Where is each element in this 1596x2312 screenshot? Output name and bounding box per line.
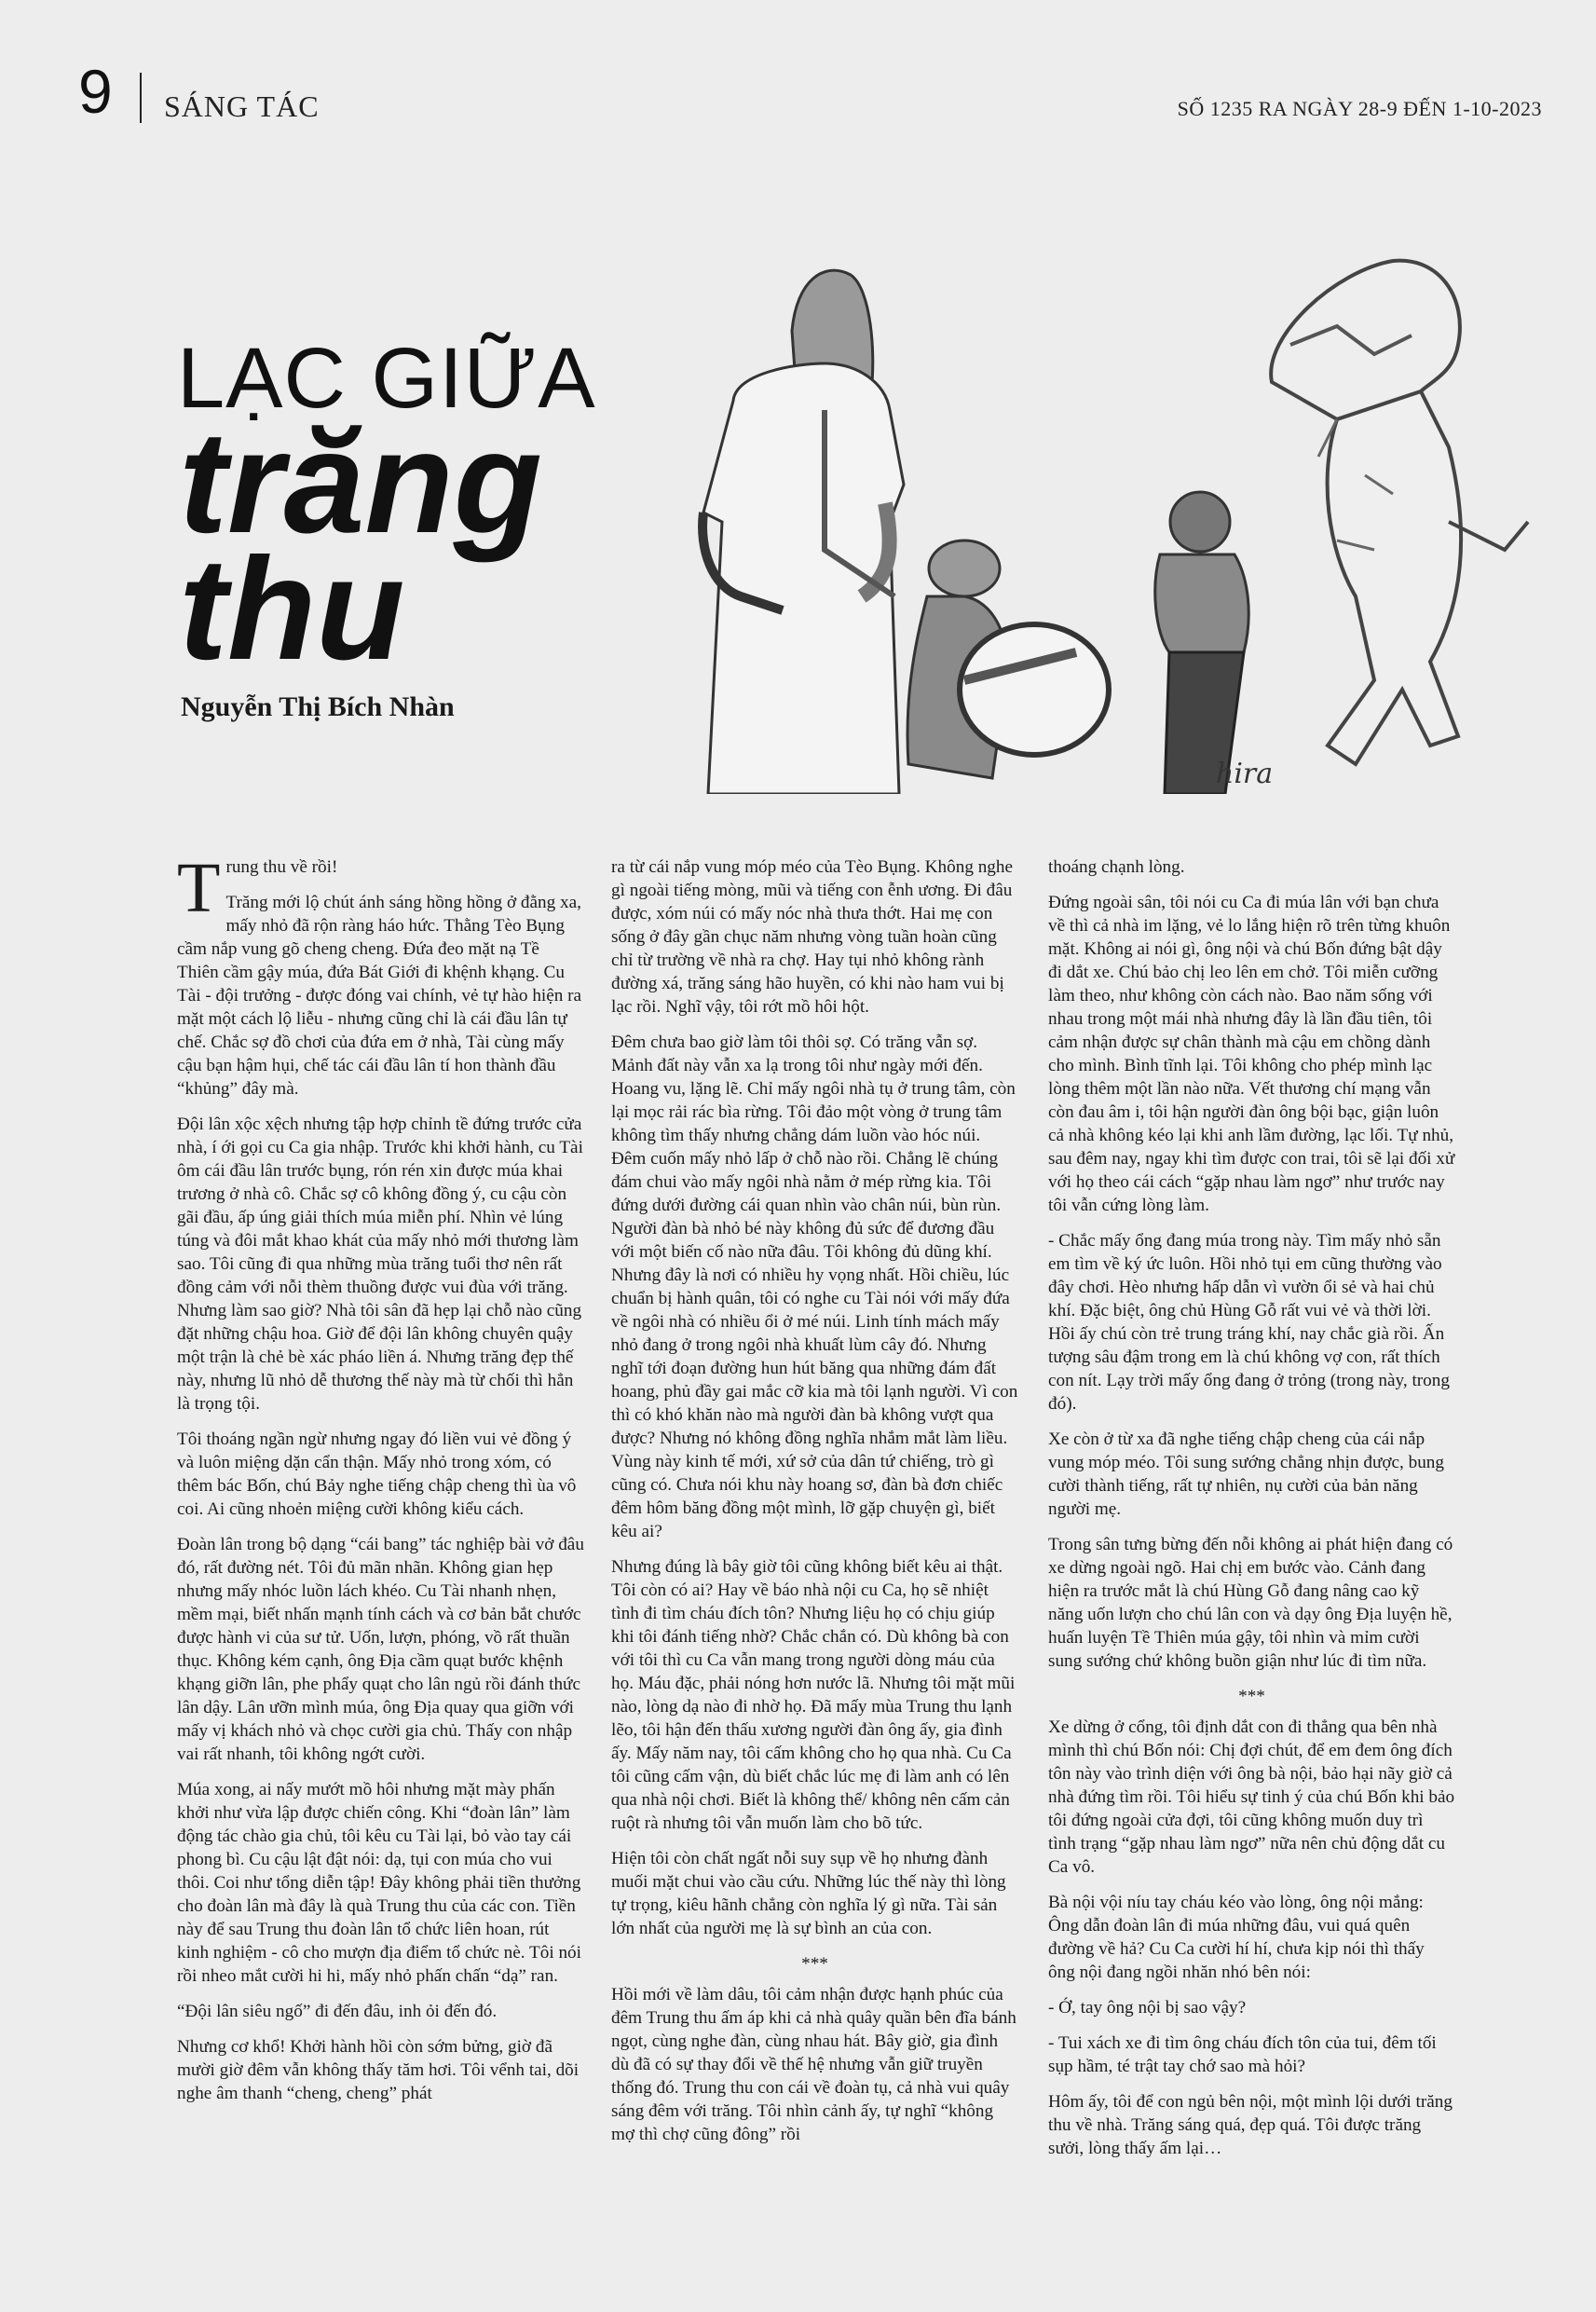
section-separator: ***	[1238, 1687, 1265, 1706]
paragraph: Trong sân tưng bừng đến nỗi không ai phát hiện đang có xe dừng ngoài ngõ. Hai chị em bước vào. Cảnh đang hiện ra trước mắt là chú Hùng Gỗ đang nâng cao kỹ năng uốn lượn cho chú lân con và dạy ông Địa luyện hề, huấn luyện Tề Thiên múa gậy, tôi nhìn và mỉm cười sung sướng chứ không buồn giận như lúc đi tìm nữa.	[1048, 1535, 1453, 1671]
illustration	[685, 242, 1547, 794]
paragraph: Trăng mới lộ chút ánh sáng hồng hồng ở đằng xa, mấy nhỏ đã rộn ràng háo hức. Thằng Tèo Bụng cầm nắp vung gõ cheng cheng. Đứa đeo mặt nạ Tề Thiên cầm gậy múa, đứa Bát Giới đi khệnh khạng. Cu Tài - đội trưởng - được đóng vai chính, vẻ tự hào hiện ra mặt một cách lộ liễu - nhưng cũng chỉ là cái đầu lân tự chế. Chắc sợ đồ chơi của đứa em ở nhà, Tài cùng mấy cậu bạn hậm hụi, chế tác cái đầu lân tí hon thành đầu “khủng” đây mà.	[177, 893, 582, 1099]
paragraph: Múa xong, ai nấy mướt mồ hôi nhưng mặt mày phấn khởi như vừa lập được chiến công. Khi “đoàn lân” làm động tác chào gia chủ, tôi kêu cu Tài lại, bỏ vào tay cái phong bì. Cu cậu lật đật nói: dạ, tụi con múa cho vui thôi. Coi như tổng diễn tập! Đây không phải tiền thưởng cho đoàn lân mà đây là quà Trung thu của các con. Tiền này để sau Trung thu đoàn lân tổ chức liên hoan, rút kinh nghiệm - cô cho mượn địa điểm tổ chức nè. Tôi nói rồi nheo mắt cười hi hi, mấy nhỏ phấn chấn “dạ” ran.	[177, 1780, 581, 1986]
paragraph: Xe dừng ở cổng, tôi định dắt con đi thẳng qua bên nhà mình thì chú Bốn nói: Chị đợi chút, để em đem ông đích tôn này vào trình diện với ông bà nội, bảo hại nãy giờ cả nhà đứng tìm rồi. Tôi hiểu sự tinh ý của chú Bốn khi bảo tôi đứng ngoài cửa đợi, tôi cũng không muốn duy trì tình trạng “gặp nhau làm ngơ” nữa nên chủ động dắt cu Ca vô.	[1048, 1717, 1455, 1877]
paragraph: Hôm ấy, tôi để con ngủ bên nội, một mình lội dưới trăng thu về nhà. Trăng sáng quá, đẹp quá. Tôi được trăng sưởi, lòng thấy ấm lại…	[1048, 2092, 1453, 2158]
paragraph: Đêm chưa bao giờ làm tôi thôi sợ. Có trăng vẫn sợ. Mảnh đất này vẫn xa lạ trong tôi như ngày mới đến. Hoang vu, lặng lẽ. Chỉ mấy ngôi nhà tụ ở trung tâm, còn lại mọc rải rác bìa rừng. Tôi đảo một vòng ở trung tâm không tìm thấy nhưng chẳng dám luồn vào hóc núi. Đêm cuốn mấy nhỏ lấp ở chỗ nào rồi. Chẳng lẽ chúng đám chui vào mấy ngôi nhà nằm ở mép rừng kia. Tôi đứng dưới đường cái quan nhìn vào chân núi, bùn rùn. Người đàn bà nhỏ bé này không đủ sức để đương đầu với một biến cố nào nữa đâu. Tôi không đủ dũng khí. Nhưng đây là nơi có nhiều hy vọng nhất. Hồi chiều, lúc chuẩn bị hành quân, tôi có nghe cu Tài nói với mấy đứa về ngôi nhà có nhiều ổi ở mé núi. Linh tính mách mấy nhỏ đang ở trong ngôi nhà khuất lùm cây đó. Nhưng nghĩ tới đoạn đường hun hút băng qua những đám đất hoang, phủ đầy gai mắc cỡ kia mà tôi lạnh người. Vì con thì có khó khăn nào mà người đàn bà không vượt qua được? Nhưng nó không đồng nghĩa nhắm mắt làm liều. Vùng này kinh tế mới, xứ sở của dân tứ chiếng, trò gì cũng có. Chưa nói khu này hoang sơ, đàn bà đơn chiếc đêm hôm băng đồng một mình, lỡ gặp chuyện gì, biết kêu ai?	[611, 1033, 1018, 1541]
paragraph: “Đội lân siêu ngố” đi đến đâu, inh ỏi đến đó.	[177, 2002, 498, 2021]
drop-cap: T	[177, 849, 221, 927]
paragraph: - Chắc mấy ổng đang múa trong này. Tìm mấy nhỏ sẵn em tìm về ký ức luôn. Hồi nhỏ tụi em cũng thường vào đây chơi. Hèo nhưng hấp dẫn vì vườn ổi sẻ và hai chủ khí. Đặc biệt, ông chủ Hùng Gỗ rất vui vẻ và thời lời. Hồi ấy chú còn trẻ trung tráng khí, nay chắc già rồi. Ấn tượng sâu đậm trong em là chú không vợ con, rất thích con nít. Lạy trời mấy ổng đang ở trỏng (trong này, trong đó).	[1048, 1231, 1450, 1414]
paragraph: Hiện tôi còn chất ngất nỗi suy sụp về họ nhưng đành muối mặt chui vào cầu cứu. Những lúc thế này thì lòng tự trọng, kiêu hãnh chẳng còn nghĩa lý gì nữa. Tài sản lớn nhất của người mẹ là sự bình an của con.	[611, 1849, 1006, 1938]
paragraph: Tôi thoáng ngần ngừ nhưng ngay đó liền vui vẻ đồng ý và luôn miệng dặn cẩn thận. Mấy nhỏ trong xóm, có thêm bác Bốn, chú Bảy nghe tiếng chập cheng thì ùa vô coi. Ai cũng nhoẻn miệng cười không kiểu cách.	[177, 1430, 577, 1519]
child-with-drum	[907, 540, 1109, 778]
paragraph-text: rung thu về rồi!	[225, 857, 338, 877]
header-divider	[140, 73, 142, 123]
section-label: SÁNG TÁC	[164, 89, 320, 123]
paragraph: Nhưng đúng là bây giờ tôi cũng không biết kêu ai thật. Tôi còn có ai? Hay về báo nhà nội cu Ca, họ sẽ nhiệt tình đi tìm cháu đích tôn? Nhưng liệu họ có chịu giúp khi tôi đánh tiếng nhờ? Chắc chắn có. Dù không bà con với tôi thì cu Ca vẫn mang trong người dòng máu của họ. Máu đặc, phải nóng hơn nước lã. Nhưng tôi mặt mũi nào, lòng dạ nào đi nhờ họ. Đã mấy mùa Trung thu lạnh lẽo, tôi hận đến thấu xương người đàn ông ấy, gia đình ấy. Mấy năm nay, tôi cấm không cho họ qua nhà. Cu Ca tôi cũng cấm vận, dù biết chắc lúc mẹ đi làm anh có lên qua nhà nội chơi. Biết là không thể/ không nên cấm cản ruột rà nhưng tôi vẫn muốn làm cho bõ tức.	[611, 1557, 1016, 1833]
paragraph: Đoàn lân trong bộ dạng “cái bang” tác nghiệp bài vở đâu đó, rất đường nét. Tôi đủ mãn nhãn. Không gian hẹp nhưng mấy nhóc luồn lách khéo. Cu Tài nhanh nhẹn, mềm mại, biết nhấn mạnh tính cách và cơ bản bắt chước được hành vi của sư tử. Uốn, lượn, phóng, vồ rất thuần thục. Không kém cạnh, ông Địa cầm quạt bước khệnh khạng giỡn lân, phe phẩy quạt cho lân ngủ rồi đánh thức lân dậy. Lân ưỡn mình múa, ông Địa quay qua giỡn với mấy vị khách nhỏ và chọc cười gia chủ. Thấy con nhập vai rất nhanh, tôi không ngớt cười.	[177, 1535, 584, 1764]
issue-info: SỐ 1235 RA NGÀY 28-9 ĐẾN 1-10-2023	[1177, 97, 1542, 120]
paragraph: Bà nội vội níu tay cháu kéo vào lòng, ông nội mắng: Ông dẫn đoàn lân đi múa những đâu, vui quá quên đường về hả? Cu Ca cười hí hí, chưa kịp nói thì thấy ông nội đang ngồi nhăn nhó bên nói:	[1048, 1893, 1425, 1982]
page-number: 9	[78, 57, 113, 126]
article-title-italic	[179, 402, 542, 691]
article-column-3	[1048, 855, 1455, 2172]
illustration-signature: hira	[1216, 758, 1274, 790]
section-separator: ***	[801, 1954, 828, 1974]
paragraph: Xe còn ở từ xa đã nghe tiếng chập cheng của cái nắp vung móp méo. Tôi sung sướng chẳng nhịn được, bung cười thành tiếng, rất tự nhiên, nụ cười của bản năng người mẹ.	[1048, 1430, 1444, 1519]
paragraph: - Ớ, tay ông nội bị sao vậy?	[1048, 1998, 1247, 2018]
paragraph: Hồi mới về làm dâu, tôi cảm nhận được hạnh phúc của đêm Trung thu ấm áp khi cả nhà quây quần bên đĩa bánh ngọt, cùng nghe đàn, cùng nhau hát. Bây giờ, gia đình dù đã có sự thay đổi về thế hệ nhưng vẫn giữ truyền thống đó. Trung thu con cái về đoàn tụ, cả nhà vui quây sáng đêm với trăng. Tôi nhìn cảnh ấy, tự nghĩ “không mợ thì chợ cũng đông” rồi	[611, 1985, 1016, 2144]
lion-dance-figure	[1271, 261, 1528, 764]
paragraph: - Tui xách xe đi tìm ông cháu đích tôn của tui, đêm tối sụp hầm, té trật tay chớ sao mà hỏi?	[1048, 2033, 1437, 2076]
paragraph: Đội lân xộc xệch nhưng tập hợp chỉnh tề đứng trước cửa nhà, í ới gọi cu Ca gia nhập. Trước khi khởi hành, cu Tài ôm cái đầu lân trước bụng, rón rén xin được múa khai trương ở nhà cô. Chắc sợ cô không đồng ý, cu cậu còn gãi đầu, ấp úng giải thích múa miễn phí. Nhìn vẻ lúng túng và đôi mắt khao khát của mấy nhỏ mới thương làm sao. Tôi cũng đi qua những mùa trăng tuổi thơ nên rất đồng cảm với nỗi thèm thuồng được vui đùa với trăng. Nhưng làm sao giờ? Nhà tôi sân đã hẹp lại chỗ nào cũng đặt những chậu hoa. Giờ để đội lân không chuyên quậy một trận là chẻ bè xác pháo liền á. Nhưng trăng đẹp thế này, nhưng lũ nhỏ dễ thương thế này mà từ chối thì hẳn là trọng tội.	[177, 1115, 583, 1414]
article-column-1	[177, 849, 584, 2117]
paragraph: Nhưng cơ khổ! Khởi hành hồi còn sớm bửng, giờ đã mười giờ đêm vẫn không thấy tăm hơi. Tôi vểnh tai, dõi nghe âm thanh “cheng, cheng” phát	[177, 2037, 580, 2103]
article-title-line2: trăng	[179, 402, 542, 564]
woman-figure	[703, 270, 904, 794]
paragraph	[177, 849, 584, 927]
article-title-line3: thu	[179, 528, 405, 691]
paragraph: thoáng chạnh lòng.	[1048, 857, 1185, 877]
standing-child	[1155, 492, 1248, 794]
paragraph: ra từ cái nắp vung móp méo của Tèo Bụng. Không nghe gì ngoài tiếng mòng, mũi và tiếng con ễnh ương. Đi đâu được, xóm núi có mấy nóc nhà thưa thớt. Hai mẹ con sống ở đây gần chục năm nhưng vòng tuần hoàn cũng chỉ từ trường về nhà ra chợ. Hay tụi nhỏ không rành đường xá, trăng sáng hão huyền, có khi nào ham vui bị lạc rồi. Nghĩ vậy, tôi rớt mồ hôi hột.	[611, 857, 1014, 1017]
article-author: Nguyễn Thị Bích Nhàn	[181, 691, 455, 722]
article-title-line1: LẠC GIỮA	[177, 331, 596, 426]
article-column-2	[611, 855, 1018, 2158]
paragraph: Đứng ngoài sân, tôi nói cu Ca đi múa lân với bạn chưa về thì cả nhà im lặng, vẻ lo lắng hiện rõ trên từng khuôn mặt. Không ai nói gì, ông nội và chú Bốn đứng bật dậy đi dắt xe. Chú bảo chị leo lên em chở. Tôi miễn cưỡng làm theo, như không còn cách nào. Bao năm sống với nhau trong một mái nhà nhưng đây là lần đầu tiên, tôi cảm nhận được sự chân thành mà cậu em chồng dành cho mình. Bình tĩnh lại. Tôi không cho phép mình lạc lòng thêm một lần nào nữa. Vết thương chí mạng vẫn còn đau âm i, tôi hận người đàn ông bội bạc, giận luôn cả nhà không kéo lại khi anh lầm đường, lạc lối. Tự nhủ, sau đêm nay, ngay khi tìm được con trai, tôi sẽ lại đối xử với họ theo cái cách “gặp nhau làm ngơ” như trước nay tôi vẫn cứng lòng làm.	[1048, 893, 1455, 1215]
